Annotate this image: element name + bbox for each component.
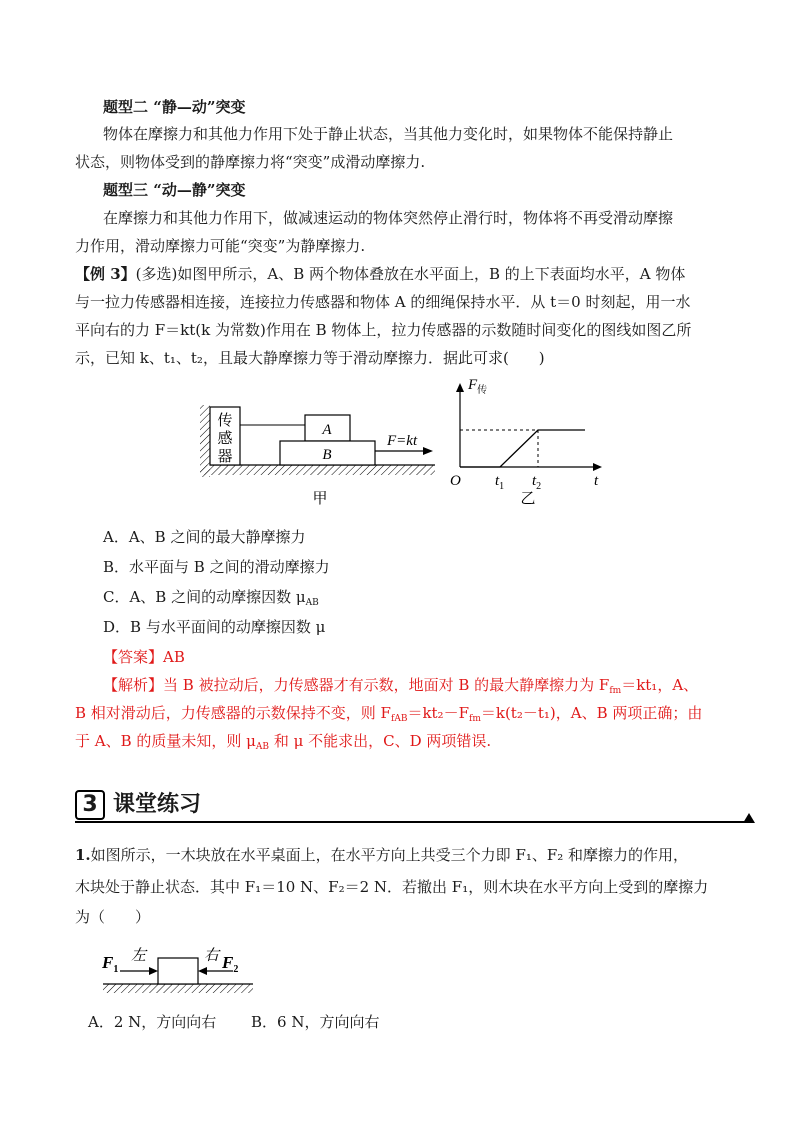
example3-line2: 与一拉力传感器相连接，连接拉力传感器和物体 A 的细绳保持水平．从 t＝0 时刻起，用一水: [75, 293, 691, 311]
table-hatch: [103, 984, 253, 993]
example3-answer: 【答案】AB: [103, 648, 185, 666]
section-header: [75, 790, 755, 824]
analysis-line1: 【解析】当 B 被拉动后，力传感器才有示数，地面对 B 的最大静摩擦力为 $F_{fm}=kt_1$，A、: [103, 676, 699, 696]
figure-yi: [440, 375, 610, 510]
f1-arrow-head: [149, 967, 158, 975]
f1-label: $F_1$: [102, 953, 119, 975]
left-word: 左: [131, 948, 147, 964]
section-rule: [75, 821, 747, 823]
example3-line1-text: (多选)如图甲所示，A、B 两个物体叠放在水平面上，B 的上下表面均水平，A 物体: [135, 265, 686, 283]
section-title: 课堂练习: [113, 792, 202, 817]
figure-jia-caption: 甲: [312, 491, 328, 507]
figure-jia: [195, 385, 445, 510]
example3-line4: 示，已知 k、t₁、t₂，且最大静摩擦力等于滑动摩擦力．据此可求( ): [75, 349, 545, 367]
figure-yi-caption: 乙: [520, 491, 536, 507]
example3-option-c: C．A、B 之间的动摩擦因数 $\mu_{AB}$: [103, 588, 319, 608]
force-arrow-head: [423, 447, 433, 455]
example3-option-a: A．A、B 之间的最大静摩擦力: [103, 528, 306, 546]
type3-body-line1: 在摩擦力和其他力作用下，做减速运动的物体突然停止滑行时，物体将不再受滑动摩擦: [103, 209, 674, 227]
sensor-curve: [460, 430, 585, 467]
exercise1-figure: [98, 938, 258, 1000]
y-axis-label: $F_传$: [468, 377, 488, 396]
t2-label: $t_2$: [532, 473, 542, 492]
force-label: F=kt: [387, 433, 418, 449]
type3-body-line2: 力作用，滑动摩擦力可能“突变”为静摩擦力.: [75, 237, 366, 255]
example3-option-b: B．水平面与 B 之间的滑动摩擦力: [103, 558, 330, 576]
section-number-badge: 3: [75, 790, 105, 820]
exercise1-number: 1.: [75, 846, 91, 864]
analysis-line3: 于 A、B 的质量未知，则 $\mu_{AB}$ 和 μ 不能求出，C、D 两项错误.: [75, 732, 492, 752]
analysis-line2: B 相对滑动后，力传感器的示数保持不变，则 $F_{fAB}=kt_2-F_{fm}=k(t_2-t_1)$，A、B 两项正确；由: [75, 704, 703, 724]
y-axis-arrow: [456, 383, 464, 392]
x-axis-label: t: [594, 473, 599, 489]
sensor-char-2: 感: [217, 431, 233, 447]
exercise1-line1: 1.如图所示，一木块放在水平桌面上，在水平方向上共受三个力即 F₁、F₂ 和摩擦力的作用，: [75, 846, 689, 864]
example3-line1: [75, 264, 685, 284]
type2-title: 题型二 “静—动”突变: [103, 98, 246, 116]
exercise1-option-b: B．6 N，方向向右: [251, 1013, 380, 1031]
exercise1-option-a: A．2 N，方向向右: [88, 1013, 217, 1031]
right-word: 右: [204, 948, 220, 964]
exercise1-line2: 木块处于静止状态．其中 F₁＝10 N、F₂＝2 N．若撤出 F₁，则木块在水平方向上受到的摩擦力: [75, 878, 709, 896]
exercise1-line3: 为（ ）: [75, 908, 151, 926]
t1-label: $t_1$: [495, 473, 505, 492]
block-b-label: B: [322, 447, 332, 463]
type2-body-line2: 状态，则物体受到的静摩擦力将“突变”成滑动摩擦力.: [75, 153, 426, 171]
wood-block: [158, 958, 198, 984]
sensor-char-3: 器: [217, 449, 233, 465]
type2-body-line1: 物体在摩擦力和其他力作用下处于静止状态，当其他力变化时，如果物体不能保持静止: [103, 125, 674, 143]
f2-label: $F_2$: [222, 953, 239, 975]
f2-arrow-head: [198, 967, 207, 975]
triangle-icon: [743, 813, 755, 823]
ground-hatch: [200, 465, 435, 475]
x-axis-arrow: [593, 463, 602, 471]
type3-title: 题型三 “动—静”突变: [103, 181, 246, 199]
sensor-char-1: 传: [217, 413, 233, 429]
example3-line3: 平向右的力 F＝kt(k 为常数)作用在 B 物体上，拉力传感器的示数随时间变化的图线如图乙所: [75, 321, 692, 339]
block-a-label: A: [322, 422, 332, 438]
example3-option-d: D．B 与水平面间的动摩擦因数 μ: [103, 618, 326, 636]
example3-tag: 【例 3】: [75, 265, 136, 283]
origin-label: O: [450, 473, 461, 489]
